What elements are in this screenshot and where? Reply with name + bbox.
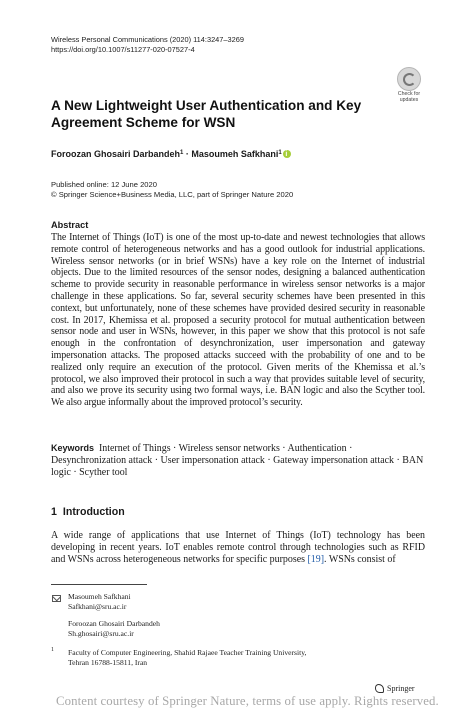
published-date: Published online: 12 June 2020 [51, 180, 157, 189]
check-for-updates-icon [397, 67, 421, 91]
author-name[interactable]: Masoumeh Safkhani [191, 149, 279, 159]
publication-info [51, 180, 293, 201]
contact-name: Foroozan Ghosairi Darbandeh [68, 619, 160, 628]
corresponding-author-contact [68, 592, 131, 612]
check-for-updates-badge[interactable]: Check for updates [393, 67, 425, 101]
keywords-block [51, 443, 425, 478]
author-name[interactable]: Foroozan Ghosairi Darbandeh [51, 149, 181, 159]
affiliation-mark: 1 [278, 150, 282, 156]
keywords-label: Keywords [51, 443, 95, 453]
affiliation-footnote: Faculty of Computer Engineering, Shahid Rajaee Teacher Training University, Tehran 16788-15811, Iran [68, 648, 307, 667]
keywords-list: Internet of Things · Wireless sensor networks · Authentication · Desynchronization attack · User impersonation attack · Gateway impersonation attack · BAN logic · Scyther tool [51, 443, 424, 478]
contact-email[interactable]: Sh.ghosairi@sru.ac.ir [68, 629, 134, 638]
contact-name: Masoumeh Safkhani [68, 592, 131, 601]
springer-logo [374, 683, 415, 693]
springer-horse-icon [374, 683, 384, 693]
affiliation-mark: 1 [180, 150, 184, 156]
affiliation-footnote-mark: 1 [51, 647, 54, 653]
abstract-text: The Internet of Things (IoT) is one of the most up-to-date and newest technologies that allows remote control of heterogeneous networks and has a good outlook for industrial applications. Wireless sensor networks (or in brief WSNs) have a key role on the Internet of industrial objects. Due to the limited resources of the sensor nodes, designing a balanced authentication scheme to provide security in reasonable performance in wireless sensor networks is a major challenge in these applications. So far, several security schemes have been presented in this context, but unfortunately, none of these schemes have provided desired security in reasonable cost. In 2017, Khemissa et al. proposed a security protocol for mutual authentication between sensor node and user in WSNs, however, in this paper we show that this protocol is not safe enough in the confrontation of desynchronization, user impersonation and gateway impersonation attacks. The proposed attacks succeed with the probability of one and to be realized only require an execution of the protocol. Given merits of the Khemissa et al.’s protocol, we also improved their protocol in such a way that provides suitable level of security, and also we prove its security using two formal ways, i.e. BAN logic and also the Scyther tool. We also argue informally about the improved protocol’s security. [51, 232, 425, 409]
journal-header [51, 35, 244, 55]
springer-wordmark: Springer [387, 683, 415, 693]
envelope-icon [52, 595, 61, 602]
introduction-paragraph: A wide range of applications that use Internet of Things (IoT) technology has been developing in recent years. IoT enables remote control through technologies such as RFID and WSNs across heterogeneous networks for specific purposes [19]. WSNs consist of [51, 530, 425, 565]
section-title: Introduction [62, 506, 125, 518]
abstract-heading: Abstract [51, 220, 89, 230]
contact-email[interactable]: Safkhani@sru.ac.ir [68, 602, 127, 611]
doi-link[interactable]: https://doi.org/10.1007/s11277-020-07527-4 [51, 45, 195, 54]
orcid-icon[interactable] [283, 150, 291, 158]
author-contact [68, 619, 160, 639]
section-number: 1 [51, 506, 57, 518]
citation-link[interactable]: [19] [307, 553, 325, 565]
section-heading [51, 506, 125, 518]
paper-title: A New Lightweight User Authentication and Key Agreement Scheme for WSN [51, 98, 362, 130]
journal-citation: Wireless Personal Communications (2020) 114:3247–3269 [51, 35, 244, 44]
author-separator: · [183, 149, 192, 159]
courtesy-notice: Content courtesy of Springer Nature, terms of use apply. Rights reserved. [56, 694, 439, 708]
footnote-divider [51, 584, 147, 585]
copyright-line: © Springer Science+Business Media, LLC, part of Springer Nature 2020 [51, 190, 294, 200]
author-list [51, 147, 291, 160]
